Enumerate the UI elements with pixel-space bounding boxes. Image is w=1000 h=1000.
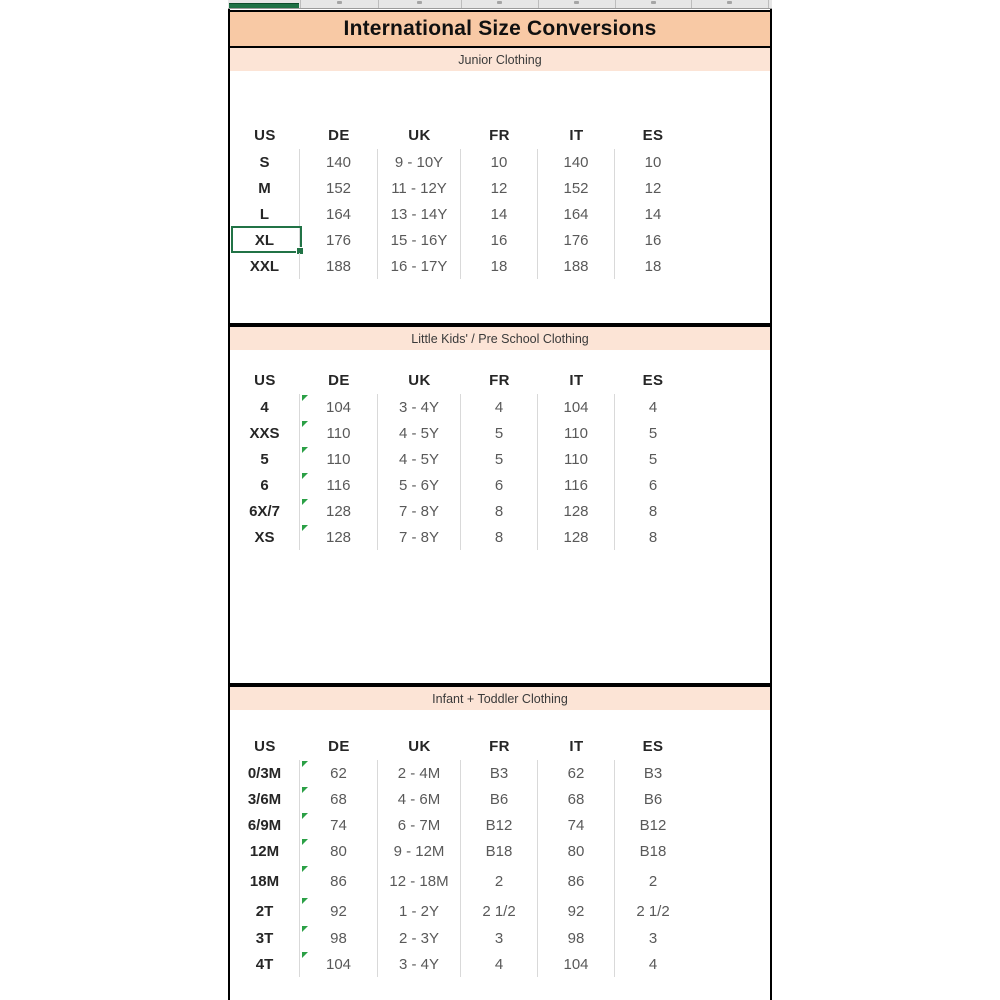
spreadsheet-sheet <box>228 0 772 1000</box>
size-value-cell[interactable]: 6 <box>648 476 658 494</box>
error-flag-icon <box>302 839 308 845</box>
column-header-cell-fr[interactable]: FR <box>489 127 510 144</box>
column-header-strip[interactable] <box>228 0 772 9</box>
table-row <box>230 865 770 897</box>
size-value-cell[interactable]: B3 <box>643 764 663 782</box>
size-value-cell[interactable]: 10 <box>461 149 538 175</box>
column-header-cell-it[interactable]: IT <box>569 372 584 389</box>
size-value-cell[interactable]: 2 - 4M <box>378 760 461 786</box>
size-value-cell[interactable]: 16 <box>644 231 662 249</box>
size-value-cell[interactable]: 18 <box>644 257 662 275</box>
size-value-cell[interactable]: 4 <box>461 394 538 420</box>
table-header-row <box>230 122 770 149</box>
size-value-cell[interactable]: 176 <box>300 227 378 253</box>
table-row <box>230 472 770 498</box>
column-header-cell-es[interactable]: ES <box>642 127 664 144</box>
size-value-cell[interactable]: 110 <box>300 446 378 472</box>
size-value-cell[interactable]: 98 <box>538 925 615 951</box>
table-row <box>230 951 770 977</box>
cutoff-column-letter <box>417 1 422 4</box>
empty-cell <box>691 786 770 812</box>
size-value-cell[interactable]: 80 <box>538 838 615 865</box>
size-value-cell[interactable]: 8 <box>648 528 658 546</box>
size-value-cell[interactable]: 16 - 17Y <box>378 253 461 279</box>
column-header-cell-es[interactable]: ES <box>642 372 664 389</box>
us-size-label-cell[interactable]: 6X/7 <box>230 498 300 524</box>
selected-cell[interactable]: XL <box>230 227 300 253</box>
us-size-label-cell[interactable]: 0/3M <box>230 760 300 786</box>
size-value-cell[interactable]: 110 <box>538 420 615 446</box>
section-header-junior[interactable] <box>230 48 770 71</box>
section-header-little-kids[interactable] <box>230 327 770 350</box>
us-size-label-cell[interactable]: 2T <box>230 897 300 925</box>
size-value-cell[interactable]: B6 <box>643 790 663 808</box>
size-value-cell[interactable]: 140 <box>300 149 378 175</box>
size-value-cell[interactable]: B12 <box>461 812 538 838</box>
column-header-cell-de[interactable]: DE <box>328 127 350 144</box>
size-value-cell[interactable]: 68 <box>300 786 378 812</box>
size-value-cell[interactable]: B18 <box>639 843 667 860</box>
empty-cell <box>691 472 770 498</box>
size-value-cell[interactable]: 116 <box>300 472 378 498</box>
column-header-cell-uk[interactable]: UK <box>408 372 431 389</box>
size-value-cell[interactable]: 15 - 16Y <box>378 227 461 253</box>
size-value-cell[interactable]: 2 1/2 <box>636 902 670 920</box>
empty-cell <box>691 925 770 951</box>
size-value-cell[interactable]: 11 - 12Y <box>378 175 461 201</box>
size-value-cell[interactable]: 8 <box>461 498 538 524</box>
error-flag-icon <box>302 499 308 505</box>
error-flag-icon <box>302 787 308 793</box>
table-row <box>230 925 770 951</box>
size-value-cell[interactable]: 80 <box>300 838 378 865</box>
empty-cell <box>691 367 770 394</box>
empty-cell <box>691 498 770 524</box>
column-header-cell-de[interactable]: DE <box>328 372 350 389</box>
table-row <box>230 420 770 446</box>
size-value-cell[interactable]: 110 <box>538 446 615 472</box>
table-header-row <box>230 367 770 394</box>
size-value-cell[interactable]: 2 1/2 <box>461 897 538 925</box>
empty-cell <box>691 760 770 786</box>
us-size-label-cell[interactable]: 4 <box>230 394 300 420</box>
strip-separator <box>378 0 379 9</box>
column-header-cell-es[interactable]: ES <box>642 738 664 755</box>
empty-cell <box>691 253 770 279</box>
column-header-cell-uk[interactable]: UK <box>408 127 431 144</box>
size-value-cell[interactable]: 62 <box>538 760 615 786</box>
size-value-cell[interactable]: 140 <box>538 149 615 175</box>
size-value-cell[interactable]: 3 <box>648 929 658 947</box>
empty-cell <box>691 951 770 977</box>
size-value-cell[interactable]: 74 <box>300 812 378 838</box>
us-size-label-cell[interactable]: L <box>230 201 300 227</box>
size-value-cell[interactable]: 14 <box>461 201 538 227</box>
size-value-cell[interactable]: 128 <box>300 524 378 550</box>
error-flag-icon <box>302 421 308 427</box>
size-value-cell[interactable]: 92 <box>300 897 378 925</box>
section-header-label: Junior Clothing <box>458 52 542 67</box>
error-flag-icon <box>302 952 308 958</box>
cutoff-column-letter <box>727 1 732 4</box>
size-value-cell[interactable]: 188 <box>300 253 378 279</box>
column-header-cell-us[interactable]: US <box>254 127 276 144</box>
size-value-cell[interactable]: B18 <box>461 838 538 865</box>
table-row <box>230 524 770 550</box>
size-value-cell[interactable]: B3 <box>461 760 538 786</box>
us-size-label-cell[interactable]: XS <box>230 524 300 550</box>
us-size-label-cell[interactable]: 18M <box>230 865 300 897</box>
size-value-cell[interactable]: 3 - 4Y <box>378 394 461 420</box>
size-value-cell[interactable]: 7 - 8Y <box>378 524 461 550</box>
table-row <box>230 498 770 524</box>
column-header-cell-de[interactable]: DE <box>328 738 350 755</box>
table-row <box>230 253 770 279</box>
error-flag-icon <box>302 395 308 401</box>
size-value-cell[interactable]: 5 <box>461 446 538 472</box>
size-value-cell[interactable]: 12 - 18M <box>378 865 461 897</box>
size-value-cell[interactable]: 128 <box>538 498 615 524</box>
empty-cell <box>691 227 770 253</box>
title-bar[interactable] <box>230 10 770 48</box>
cutoff-column-letter <box>497 1 502 4</box>
column-header-cell-us[interactable]: US <box>254 738 276 755</box>
size-value-cell[interactable]: 9 - 10Y <box>378 149 461 175</box>
cutoff-column-letter <box>651 1 656 4</box>
error-flag-icon <box>302 898 308 904</box>
empty-cell <box>691 201 770 227</box>
us-size-label-cell[interactable]: 5 <box>230 446 300 472</box>
empty-cell <box>691 897 770 925</box>
table-row <box>230 394 770 420</box>
section-header-infant-toddler[interactable] <box>230 687 770 710</box>
cutoff-column-letter <box>337 1 342 4</box>
error-flag-icon <box>302 926 308 932</box>
size-value-cell[interactable]: 5 <box>648 424 658 442</box>
size-value-cell[interactable]: 164 <box>300 201 378 227</box>
size-value-cell[interactable]: 18 <box>461 253 538 279</box>
empty-cell <box>691 175 770 201</box>
us-size-label-cell[interactable]: 6 <box>230 472 300 498</box>
empty-cell <box>691 733 770 760</box>
selected-cell-outline <box>231 226 302 253</box>
size-value-cell[interactable]: 1 - 2Y <box>378 897 461 925</box>
size-value-cell[interactable]: 4 <box>461 951 538 977</box>
empty-cell <box>691 865 770 897</box>
empty-cell <box>691 838 770 865</box>
us-size-label-cell[interactable]: 3T <box>230 925 300 951</box>
size-value-cell[interactable]: 5 <box>461 420 538 446</box>
size-value-cell[interactable]: 104 <box>538 951 615 977</box>
size-value-cell[interactable]: 86 <box>300 865 378 897</box>
empty-cell <box>691 812 770 838</box>
size-value-cell[interactable]: 6 <box>461 472 538 498</box>
size-value-cell[interactable]: 4 <box>648 955 658 973</box>
strip-separator <box>538 0 539 9</box>
size-value-cell[interactable]: 10 <box>644 153 662 171</box>
column-header-cell-uk[interactable]: UK <box>408 738 431 755</box>
table-row <box>230 812 770 838</box>
error-flag-icon <box>302 447 308 453</box>
size-value-cell[interactable]: 16 <box>461 227 538 253</box>
size-value-cell[interactable]: 188 <box>538 253 615 279</box>
size-value-cell[interactable]: 4 - 5Y <box>378 420 461 446</box>
size-value-cell[interactable]: 4 - 6M <box>378 786 461 812</box>
size-value-cell[interactable]: 110 <box>300 420 378 446</box>
us-size-label-cell[interactable]: 12M <box>230 838 300 865</box>
error-flag-icon <box>302 761 308 767</box>
infant-toddler-size-table <box>230 733 770 977</box>
size-value-cell[interactable]: 104 <box>300 394 378 420</box>
size-value-cell[interactable]: 12 <box>461 175 538 201</box>
size-value-cell[interactable]: 164 <box>538 201 615 227</box>
table-row <box>230 446 770 472</box>
size-value-cell[interactable]: 2 - 3Y <box>378 925 461 951</box>
size-value-cell[interactable]: 8 <box>648 502 658 520</box>
empty-cell <box>691 524 770 550</box>
column-header-cell-fr[interactable]: FR <box>489 372 510 389</box>
junior-size-table <box>230 122 770 279</box>
error-flag-icon <box>302 866 308 872</box>
table-row <box>230 227 770 253</box>
size-value-cell[interactable]: 2 <box>648 872 658 890</box>
column-header-cell-fr[interactable]: FR <box>489 738 510 755</box>
empty-cell <box>691 394 770 420</box>
size-value-cell[interactable]: 152 <box>300 175 378 201</box>
size-value-cell[interactable]: 86 <box>538 865 615 897</box>
size-value-cell[interactable]: 104 <box>538 394 615 420</box>
size-value-cell[interactable]: 13 - 14Y <box>378 201 461 227</box>
size-value-cell[interactable]: 98 <box>300 925 378 951</box>
table-row <box>230 838 770 865</box>
table-row <box>230 786 770 812</box>
section-header-label: Little Kids' / Pre School Clothing <box>411 331 589 346</box>
table-row <box>230 760 770 786</box>
column-header-cell-it[interactable]: IT <box>569 127 584 144</box>
size-value-cell[interactable]: 4 <box>648 398 658 416</box>
error-flag-icon <box>302 525 308 531</box>
size-value-cell[interactable]: 68 <box>538 786 615 812</box>
size-value-cell[interactable]: 3 - 4Y <box>378 951 461 977</box>
table-row <box>230 201 770 227</box>
size-value-cell[interactable]: B6 <box>461 786 538 812</box>
section-header-label: Infant + Toddler Clothing <box>432 691 568 706</box>
us-size-label-cell[interactable]: M <box>230 175 300 201</box>
size-value-cell[interactable]: 9 - 12M <box>378 838 461 865</box>
size-value-cell[interactable]: 6 - 7M <box>378 812 461 838</box>
size-value-cell[interactable]: 104 <box>300 951 378 977</box>
strip-separator <box>691 0 692 9</box>
empty-cell <box>691 446 770 472</box>
us-size-label-cell[interactable]: 4T <box>230 951 300 977</box>
size-value-cell[interactable]: 12 <box>644 179 662 197</box>
size-value-cell[interactable]: 3 <box>461 925 538 951</box>
strip-separator <box>300 0 301 9</box>
strip-separator <box>768 0 769 9</box>
size-value-cell[interactable]: 152 <box>538 175 615 201</box>
column-header-cell-us[interactable]: US <box>254 372 276 389</box>
empty-cell <box>691 420 770 446</box>
strip-separator <box>615 0 616 9</box>
size-value-cell[interactable]: 14 <box>644 205 662 223</box>
column-header-cell-it[interactable]: IT <box>569 738 584 755</box>
us-size-label-cell[interactable]: XXS <box>230 420 300 446</box>
size-value-cell[interactable]: 176 <box>538 227 615 253</box>
empty-cell <box>691 149 770 175</box>
table-row <box>230 149 770 175</box>
us-size-label-cell[interactable]: S <box>230 149 300 175</box>
size-value-cell[interactable]: 8 <box>461 524 538 550</box>
size-value-cell[interactable]: 2 <box>461 865 538 897</box>
table-row <box>230 897 770 925</box>
size-value-cell[interactable]: 128 <box>538 524 615 550</box>
size-value-cell[interactable]: 62 <box>300 760 378 786</box>
sheet-frame <box>228 9 772 1000</box>
table-row <box>230 175 770 201</box>
us-size-label-cell[interactable]: XXL <box>230 253 300 279</box>
size-value-cell[interactable]: 5 - 6Y <box>378 472 461 498</box>
size-value-cell[interactable]: 128 <box>300 498 378 524</box>
size-value-cell[interactable]: 5 <box>648 450 658 468</box>
table-header-row <box>230 733 770 760</box>
empty-cell <box>691 122 770 149</box>
us-size-label-cell[interactable]: 6/9M <box>230 812 300 838</box>
error-flag-icon <box>302 473 308 479</box>
size-value-cell[interactable]: 92 <box>538 897 615 925</box>
page-title: International Size Conversions <box>343 17 657 40</box>
cutoff-column-letter <box>574 1 579 4</box>
size-value-cell[interactable]: 4 - 5Y <box>378 446 461 472</box>
size-value-cell[interactable]: B12 <box>639 816 667 834</box>
error-flag-icon <box>302 813 308 819</box>
us-size-label-cell[interactable]: 3/6M <box>230 786 300 812</box>
size-value-cell[interactable]: 7 - 8Y <box>378 498 461 524</box>
strip-separator <box>461 0 462 9</box>
size-value-cell[interactable]: 74 <box>538 812 615 838</box>
size-value-cell[interactable]: 116 <box>538 472 615 498</box>
little-kids-size-table <box>230 367 770 550</box>
